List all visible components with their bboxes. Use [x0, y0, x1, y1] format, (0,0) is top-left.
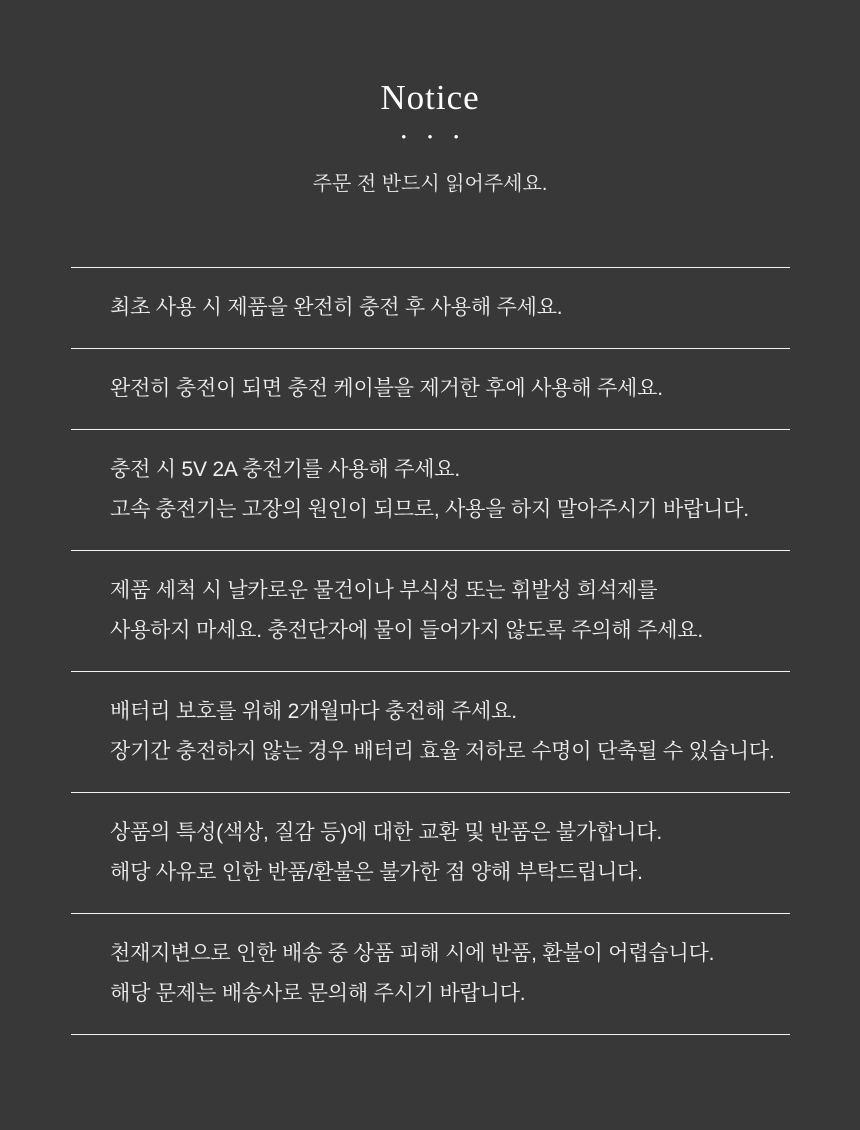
notice-item-2	[71, 348, 790, 429]
notice-item-6	[71, 792, 790, 913]
page-title: Notice	[380, 78, 480, 117]
notice-item-7	[71, 913, 790, 1035]
page-subtitle: 주문 전 반드시 읽어주세요.	[312, 173, 548, 195]
notice-list	[71, 267, 790, 1035]
ellipsis-decoration: • • •	[401, 129, 468, 144]
notice-item-5	[71, 671, 790, 792]
notice-text: 천재지변으로 인한 배송 중 상품 피해 시에 반품, 환불이 어렵습니다.	[110, 942, 715, 965]
notice-text: 배터리 보호를 위해 2개월마다 충전해 주세요.	[110, 700, 517, 723]
notice-text: 상품의 특성(색상, 질감 등)에 대한 교환 및 반품은 불가합니다.	[110, 821, 662, 844]
notice-text: 해당 사유로 인한 반품/환불은 불가한 점 양해 부탁드립니다.	[110, 861, 643, 884]
notice-text: 완전히 충전이 되면 충전 케이블을 제거한 후에 사용해 주세요.	[110, 377, 663, 400]
notice-item-4	[71, 550, 790, 671]
notice-text: 제품 세척 시 날카로운 물건이나 부식성 또는 휘발성 희석제를	[110, 579, 658, 602]
notice-item-1	[71, 267, 790, 348]
notice-text: 고속 충전기는 고장의 원인이 되므로, 사용을 하지 말아주시기 바랍니다.	[110, 498, 749, 521]
notice-text: 최초 사용 시 제품을 완전히 충전 후 사용해 주세요.	[110, 296, 563, 319]
notice-text: 사용하지 마세요. 충전단자에 물이 들어가지 않도록 주의해 주세요.	[110, 619, 704, 642]
notice-item-3	[71, 429, 790, 550]
notice-text: 장기간 충전하지 않는 경우 배터리 효율 저하로 수명이 단축될 수 있습니다.	[110, 740, 775, 763]
notice-text: 해당 문제는 배송사로 문의해 주시기 바랍니다.	[110, 982, 526, 1005]
notice-header	[0, 0, 860, 198]
notice-text: 충전 시 5V 2A 충전기를 사용해 주세요.	[110, 458, 460, 481]
